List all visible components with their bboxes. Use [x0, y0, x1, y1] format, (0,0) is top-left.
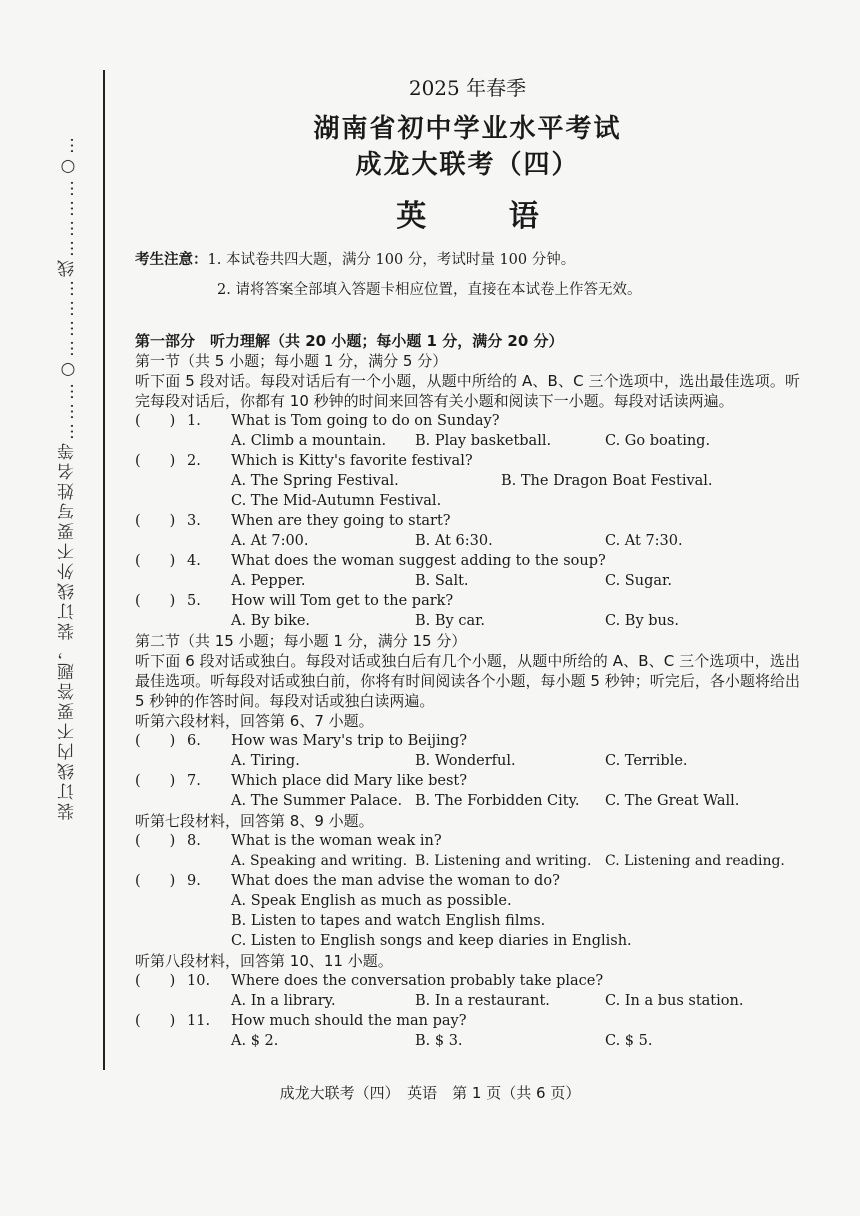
question-7: ( ) 7. Which place did Mary like best?: [135, 773, 468, 789]
question-6: ( ) 6. How was Mary's trip to Beijing?: [135, 733, 468, 749]
exam-subject: 英 语: [396, 199, 575, 234]
answer-bracket[interactable]: ( ): [135, 973, 176, 989]
question-9: ( ) 9. What does the man advise the woman to do?: [135, 873, 560, 889]
option-c: C. Listening and reading.: [605, 853, 785, 869]
option-b: B. By car.: [415, 613, 486, 629]
option-a: A. Climb a mountain.: [231, 433, 387, 449]
part1-title: 第一部分 听力理解（共 20 小题；每小题 1 分，满分 20 分）: [135, 332, 564, 350]
option-c: C. The Great Wall.: [605, 793, 740, 809]
section2-title: 第二节（共 15 小题；每小题 1 分，满分 15 分）: [135, 632, 467, 650]
question-8: ( ) 8. What is the woman weak in?: [135, 833, 442, 849]
option-c: C. $ 5.: [605, 1033, 653, 1049]
option-a: A. The Spring Festival.: [231, 473, 399, 489]
exam-title: 湖南省初中学业水平考试: [313, 114, 622, 144]
option-c: C. Sugar.: [605, 573, 672, 589]
option-b: B. The Forbidden City.: [415, 793, 580, 809]
notice: [135, 245, 800, 305]
option-c: C. By bus.: [605, 613, 679, 629]
option-a: A. Pepper.: [231, 573, 306, 589]
material-6-heading: 听第六段材料，回答第 6、7 小题。: [135, 712, 374, 730]
question-10: ( ) 10. Where does the conversation probably take place?: [135, 973, 604, 989]
material-7-heading: 听第七段材料，回答第 8、9 小题。: [135, 812, 374, 830]
answer-bracket[interactable]: ( ): [135, 833, 176, 849]
binding-line: [103, 70, 105, 1070]
option-a: A. At 7:00.: [231, 533, 309, 549]
option-b: B. Listening and writing.: [415, 853, 592, 869]
notice-item-2: 2. 请将答案全部填入答题卡相应位置，直接在本试卷上作答无效。: [217, 282, 642, 298]
answer-bracket[interactable]: ( ): [135, 1013, 176, 1029]
option-b: B. The Dragon Boat Festival.: [501, 473, 713, 489]
option-c: C. Listen to English songs and keep diaries in English.: [231, 933, 632, 949]
section1-instructions: 听下面 5 段对话。每段对话后有一个小题，从题中所给的 A、B、C 三个选项中，选出最佳选项。听完每段对话后，你都有 10 秒钟的时间来回答有关小题和阅读下一小题。每段对话读两遍。: [135, 372, 800, 410]
option-a: A. Speaking and writing.: [231, 853, 408, 869]
answer-bracket[interactable]: ( ): [135, 453, 176, 469]
question-2: ( ) 2. Which is Kitty's favorite festival?: [135, 453, 473, 469]
option-a: A. By bike.: [231, 613, 311, 629]
option-a: A. In a library.: [231, 993, 336, 1009]
options-3: [135, 531, 800, 551]
question-4: ( ) 4. What does the woman suggest adding to the soup?: [135, 553, 606, 569]
material-8-heading: 听第八段材料，回答第 10、11 小题。: [135, 952, 393, 970]
option-b: B. Salt.: [415, 573, 469, 589]
options-4: [135, 571, 800, 591]
options-1: [135, 431, 800, 451]
options-2: [135, 471, 800, 491]
question-1: ( ) 1. What is Tom going to do on Sunday?: [135, 413, 500, 429]
option-a: A. The Summer Palace.: [231, 793, 403, 809]
option-c: C. Terrible.: [605, 753, 688, 769]
answer-bracket[interactable]: ( ): [135, 733, 176, 749]
question-5: ( ) 5. How will Tom get to the park?: [135, 593, 454, 609]
option-b: B. Play basketball.: [415, 433, 552, 449]
notice-label: 考生注意：: [135, 252, 208, 268]
option-a: A. $ 2.: [231, 1033, 279, 1049]
option-c: C. The Mid-Autumn Festival.: [231, 493, 442, 509]
exam-series: 成龙大联考（四）: [355, 150, 580, 180]
answer-bracket[interactable]: ( ): [135, 873, 176, 889]
options-6: [135, 751, 800, 771]
answer-bracket[interactable]: ( ): [135, 773, 176, 789]
question-11: ( ) 11. How much should the man pay?: [135, 1013, 467, 1029]
option-b: B. In a restaurant.: [415, 993, 550, 1009]
answer-bracket[interactable]: ( ): [135, 513, 176, 529]
options-10: [135, 991, 800, 1011]
section2-instructions: 听下面 6 段对话或独白。每段对话或独白后有几个小题，从题中所给的 A、B、C 三个选项中，选出最佳选项。听每段对话或独白前，你将有时间阅读各个小题，每小题 5 秒钟；听完后，各小题将给出 5 秒钟的作答时间。每段对话或独白读两遍。: [135, 652, 800, 710]
answer-bracket[interactable]: ( ): [135, 413, 176, 429]
notice-item-1: 1. 本试卷共四大题，满分 100 分，考试时量 100 分钟。: [207, 252, 576, 268]
page-footer: 成龙大联考（四） 英语 第 1 页（共 6 页）: [279, 1084, 581, 1102]
options-8: [135, 851, 800, 871]
exam-page: [135, 72, 800, 1051]
answer-bracket[interactable]: ( ): [135, 593, 176, 609]
question-3: ( ) 3. When are they going to start?: [135, 513, 451, 529]
option-a: A. Tiring.: [231, 753, 300, 769]
exam-season: 2025 年春季: [408, 76, 527, 100]
options-7: [135, 791, 800, 811]
option-c: C. In a bus station.: [605, 993, 744, 1009]
option-c: C. Go boating.: [605, 433, 711, 449]
option-c: C. At 7:30.: [605, 533, 683, 549]
option-b: B. $ 3.: [415, 1033, 463, 1049]
option-b: B. Listen to tapes and watch English films.: [231, 913, 546, 929]
answer-bracket[interactable]: ( ): [135, 553, 176, 569]
option-b: B. At 6:30.: [415, 533, 493, 549]
section1-title: 第一节（共 5 小题；每小题 1 分，满分 5 分）: [135, 352, 448, 370]
options-5: [135, 611, 800, 631]
binding-margin-text: 装订线内不要答题，装订线外不要写姓名等………○…………线…………○…: [58, 134, 78, 820]
options-11: [135, 1031, 800, 1051]
option-a: A. Speak English as much as possible.: [231, 893, 512, 909]
option-b: B. Wonderful.: [415, 753, 516, 769]
